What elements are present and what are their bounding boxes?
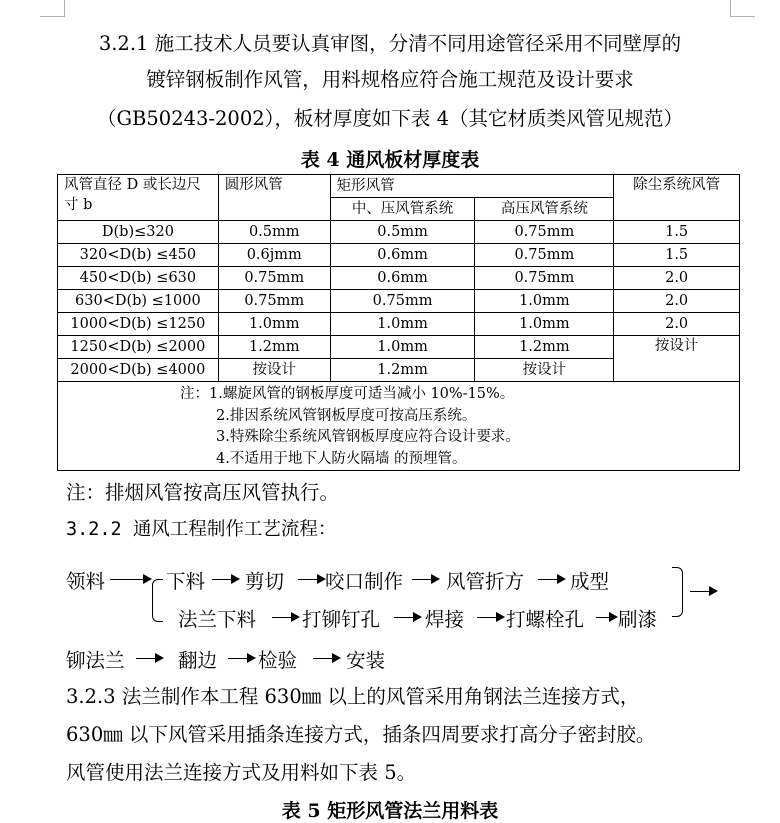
table-row bbox=[58, 267, 740, 290]
cell-high: 1.0mm bbox=[475, 290, 614, 313]
cell-round: 按设计 bbox=[218, 359, 330, 382]
arrow-icon bbox=[228, 658, 254, 659]
cell-size: 2000<D(b) ≤4000 bbox=[58, 359, 219, 382]
intro-line-3: （GB50243-2002），板材厚度如下表 4（其它材质类风管见规范） bbox=[96, 107, 683, 130]
arrow-icon bbox=[596, 617, 616, 618]
cell-high: 1.2mm bbox=[475, 336, 614, 359]
table-row bbox=[58, 313, 740, 336]
table4-notes bbox=[58, 382, 740, 471]
flow-step: 剪切 bbox=[245, 570, 285, 593]
flow-start: 领料 bbox=[66, 570, 106, 593]
cell-dust: 1.5 bbox=[614, 221, 740, 244]
flow-step: 咬口制作 bbox=[325, 570, 404, 593]
flow-bracket-right bbox=[672, 567, 683, 617]
table4-note-3: 3.特殊除尘系统风管钢板厚度应符合设计要求。 bbox=[216, 429, 520, 445]
arrow-icon bbox=[313, 658, 339, 659]
arrow-icon bbox=[272, 617, 298, 618]
arrow-icon bbox=[136, 658, 162, 659]
cell-round: 0.75mm bbox=[218, 290, 330, 313]
arrow-icon bbox=[212, 579, 238, 580]
flow-step: 法兰下料 bbox=[178, 608, 257, 631]
cell-mid: 1.0mm bbox=[330, 313, 475, 336]
cell-high: 0.75mm bbox=[475, 267, 614, 290]
cell-mid: 1.0mm bbox=[330, 336, 475, 359]
flow-step: 铆法兰 bbox=[66, 649, 125, 672]
table-row bbox=[58, 290, 740, 313]
cell-high: 按设计 bbox=[475, 359, 614, 382]
cell-round: 0.5mm bbox=[218, 221, 330, 244]
cell-dust: 2.0 bbox=[614, 267, 740, 290]
table4-caption: 表 4 通风板材厚度表 bbox=[300, 149, 480, 171]
header-size: 风管直径 D 或长边尺寸 b bbox=[58, 175, 219, 221]
section-323-line-3: 风管使用法兰连接方式及用料如下表 5。 bbox=[66, 761, 417, 784]
table4-note-4: 4.不适用于地下人防火隔墙 的预埋管。 bbox=[216, 450, 467, 467]
flow-step: 打螺栓孔 bbox=[506, 608, 585, 631]
arrow-icon bbox=[477, 617, 503, 618]
flow-step: 检验 bbox=[258, 649, 298, 672]
cell-high: 1.0mm bbox=[475, 313, 614, 336]
cell-size: 630<D(b) ≤1000 bbox=[58, 290, 219, 313]
cell-round: 1.2mm bbox=[218, 336, 330, 359]
table4 bbox=[57, 174, 740, 471]
flow-step: 成型 bbox=[570, 570, 610, 593]
cell-size: D(b)≤320 bbox=[58, 221, 219, 244]
header-dust: 除尘系统风管 bbox=[614, 175, 740, 221]
cell-dust: 1.5 bbox=[614, 244, 740, 267]
cell-mid: 0.5mm bbox=[330, 221, 475, 244]
cell-dust-merged: 按设计 bbox=[614, 336, 740, 382]
flow-step: 安装 bbox=[346, 649, 386, 672]
cell-round: 0.6jmm bbox=[218, 244, 330, 267]
section-322-heading: 3.2.2 通风工程制作工艺流程： bbox=[66, 519, 337, 540]
flow-step: 打铆钉孔 bbox=[302, 608, 381, 631]
note-after-table: 注：排烟风管按高压风管执行。 bbox=[66, 481, 340, 504]
arrow-icon bbox=[412, 579, 438, 580]
table4-note-2: 2.排因系统风管钢板厚度可按高压系统。 bbox=[216, 407, 477, 424]
cell-dust: 2.0 bbox=[614, 290, 740, 313]
table-row bbox=[58, 336, 740, 359]
cell-size: 1000<D(b) ≤1250 bbox=[58, 313, 219, 336]
cell-mid: 1.2mm bbox=[330, 359, 475, 382]
cell-mid: 0.6mm bbox=[330, 244, 475, 267]
flow-bracket-left bbox=[152, 579, 163, 622]
cell-round: 0.75mm bbox=[218, 267, 330, 290]
cell-size: 450<D(b) ≤630 bbox=[58, 267, 219, 290]
table5-caption: 表 5 矩形风管法兰用料表 bbox=[281, 800, 499, 822]
page-corner-mark-right bbox=[730, 0, 755, 17]
cell-size: 1250<D(b) ≤2000 bbox=[58, 336, 219, 359]
table-row bbox=[58, 221, 740, 244]
cell-dust: 2.0 bbox=[614, 313, 740, 336]
header-rect: 矩形风管 bbox=[330, 175, 614, 198]
section-323-line-1: 3.2.3 法兰制作本工程 630㎜ 以上的风管采用角钢法兰连接方式， bbox=[66, 685, 640, 708]
arrow-icon bbox=[298, 579, 324, 580]
flow-step: 下料 bbox=[166, 570, 206, 593]
arrow-icon bbox=[394, 617, 420, 618]
table4-note-1: 注：1.螺旋风管的钢板厚度可适当减小 10%-15%。 bbox=[180, 386, 515, 402]
page-corner-mark-left bbox=[40, 0, 65, 17]
section-323-line-2: 630㎜ 以下风管采用插条连接方式，插条四周要求打高分子密封胶。 bbox=[66, 723, 656, 746]
header-rect-mid: 中、压风管系统 bbox=[330, 198, 475, 221]
header-rect-high: 高压风管系统 bbox=[475, 198, 614, 221]
table-row bbox=[58, 244, 740, 267]
flow-step: 刷漆 bbox=[618, 608, 658, 631]
intro-line-2: 镀锌钢板制作风管，用料规格应符合施工规范及设计要求 bbox=[146, 68, 634, 91]
cell-high: 0.75mm bbox=[475, 244, 614, 267]
cell-high: 0.75mm bbox=[475, 221, 614, 244]
flow-step: 风管折方 bbox=[446, 570, 525, 593]
arrow-icon bbox=[110, 579, 150, 580]
cell-size: 320<D(b) ≤450 bbox=[58, 244, 219, 267]
cell-mid: 0.6mm bbox=[330, 267, 475, 290]
header-round: 圆形风管 bbox=[218, 175, 330, 221]
flow-step: 焊接 bbox=[425, 608, 465, 631]
arrow-icon bbox=[538, 579, 564, 580]
cell-round: 1.0mm bbox=[218, 313, 330, 336]
cell-mid: 0.75mm bbox=[330, 290, 475, 313]
flow-step: 翻边 bbox=[178, 649, 218, 672]
intro-line-1: 3.2.1 施工技术人员要认真审图，分清不同用途管径采用不同壁厚的 bbox=[98, 32, 682, 55]
arrow-icon bbox=[690, 591, 716, 592]
